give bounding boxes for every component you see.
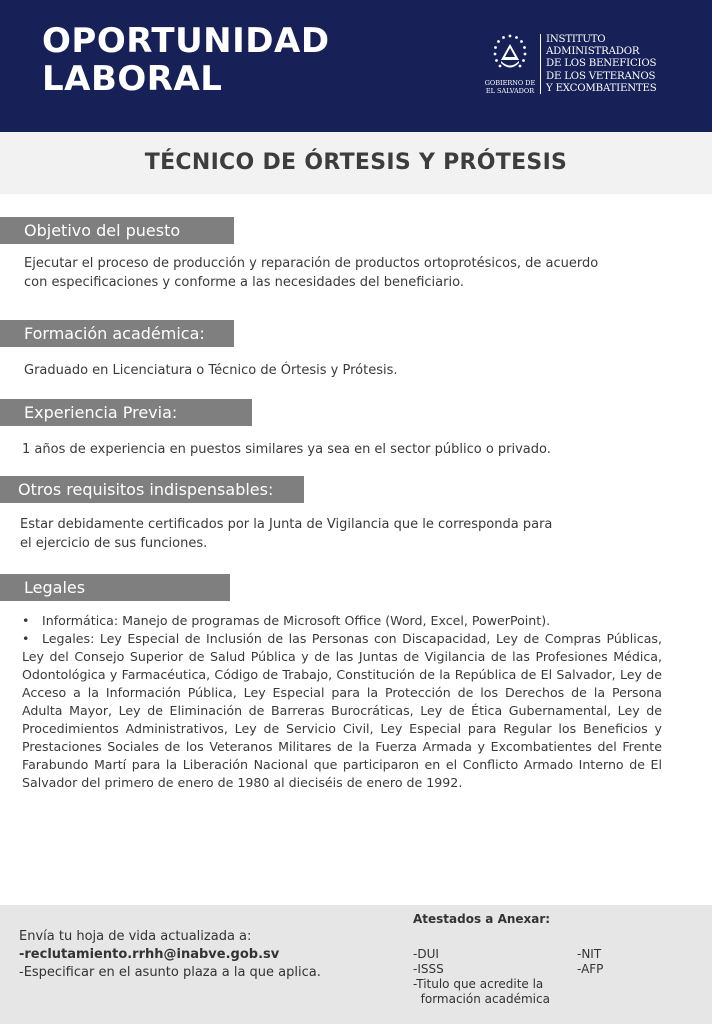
attachments-title: Atestados a Anexar:: [413, 912, 551, 926]
title-line-1: OPORTUNIDAD: [42, 21, 330, 61]
otros-line: Estar debidamente certificados por la Junta de Vigilancia que le corresponda para: [20, 517, 553, 532]
attachment-item: -AFP: [577, 962, 604, 976]
section-tab-formacion: Formación académica:: [0, 320, 234, 347]
section-tab-otros-requisitos: Otros requisitos indispensables:: [0, 476, 304, 503]
attachment-item: -DUI: [413, 947, 439, 961]
list-item: • Legales: Ley Especial de Inclusión de las Personas con Discapacidad, Ley de Compras Públicas, Ley del Consejo Superior de Salud Pública y de las Juntas de Vigilancia de las Profesiones Médica, Odontológica y Farmacéutica, Código de Trabajo, Constitución de la República de El Salvador, Ley de Acceso a la Información Pública, Ley Especial para la Protección de los Derechos de la Persona Adulta Mayor, Ley de Eliminación de Barreras Burocráticas, Ley de Ética Gubernamental, Ley de Procedimientos Administrativos, Ley de Servicio Civil, Ley Especial para Regular los Beneficios y Prestaciones Sociales de los Veteranos Militares de la Fuerza Armada y Excombatientes del Frente Farabundo Martí para la Liberación Nacional que participaron en el Conflicto Armado Interno de El Salvador del primero de enero de 1980 al dieciséis de enero de 1992.: [22, 631, 662, 790]
section-tab-legales: Legales: [0, 574, 230, 601]
experiencia-text: 1 años de experiencia en puestos similares ya sea en el sector público o privado.: [22, 442, 551, 457]
institution-line: INSTITUTO: [546, 34, 606, 45]
formacion-text: Graduado en Licenciatura o Técnico de Órtesis y Prótesis.: [24, 363, 398, 378]
logo-caption: [480, 79, 540, 95]
objetivo-line: con especificaciones y conforme a las necesidades del beneficiario.: [24, 274, 464, 290]
attachment-item: -NIT: [577, 947, 602, 961]
list-item: • Informática: Manejo de programas de Microsoft Office (Word, Excel, PowerPoint).: [22, 613, 551, 628]
institution-line: Y EXCOMBATIENTES: [546, 82, 657, 94]
instructions-line: -Especificar en el asunto plaza a la que aplica.: [19, 965, 321, 980]
attachments-list-col1: [413, 947, 573, 1007]
logo-divider: [540, 34, 541, 94]
attachments-list-col2: [577, 947, 657, 977]
legales-list: [22, 612, 662, 792]
contact-email-link[interactable]: -reclutamiento.rrhh@inabve.gob.sv: [19, 947, 280, 962]
objetivo-line: Ejecutar el proceso de producción y reparación de productos ortoprotésicos, de acuerdo: [24, 256, 599, 271]
otros-line: el ejercicio de sus funciones.: [20, 535, 208, 551]
institution-line: DE LOS VETERANOS: [546, 70, 656, 82]
instructions-line: Envía tu hoja de vida actualizada a:: [19, 929, 252, 944]
title-line-2: LABORAL: [42, 59, 223, 99]
otros-requisitos-text: [20, 516, 690, 553]
institution-line: DE LOS BENEFICIOS: [546, 58, 657, 70]
attachment-item: -ISSS: [413, 962, 444, 976]
institution-line: ADMINISTRADOR: [546, 46, 640, 58]
logo-caption-line-2: EL SALVADOR: [485, 87, 535, 95]
section-tab-objetivo: Objetivo del puesto: [0, 217, 234, 244]
legales-item-text: Legales: Ley Especial de Inclusión de las Personas con Discapacidad, Ley de Compras Públicas, Ley del Consejo Superior de Salud Pública y de las Juntas de Vigilancia de las Profesiones Médica, Odontológica y Farmacéutica, Código de Trabajo, Constitución de la República de El Salvador, Ley de Acceso a la Información Pública, Ley Especial para la Protección de los Derechos de la Persona Adulta Mayor, Ley de Eliminación de Barreras Burocráticas, Ley de Ética Gubernamental, Ley de Procedimientos Administrativos, Ley de Servicio Civil, Ley Especial para Regular los Beneficios y Prestaciones Sociales de los Veteranos Militares de la Fuerza Armada y Excombatientes del Frente Farabundo Martí para la Liberación Nacional que participaron en el Conflicto Armado Interno de El Salvador del primero de enero de 1980 al dieciséis de enero de 1992.: [22, 631, 662, 790]
page-title: [42, 22, 330, 98]
legales-item-text: Informática: Manejo de programas de Microsoft Office (Word, Excel, PowerPoint).: [42, 613, 551, 628]
attachment-item: formación académica: [413, 992, 550, 1006]
seal-icon: [490, 34, 530, 78]
section-tab-experiencia: Experiencia Previa:: [0, 399, 252, 426]
logo-caption-line-1: GOBIERNO DE: [484, 79, 536, 87]
attachment-item: -Titulo que acredite la: [413, 977, 544, 991]
institution-name: [546, 34, 706, 95]
objetivo-text: [24, 255, 684, 292]
government-seal-logo: [480, 34, 540, 98]
application-instructions: [19, 928, 321, 982]
job-title: TÉCNICO DE ÓRTESIS Y PRÓTESIS: [144, 150, 568, 175]
